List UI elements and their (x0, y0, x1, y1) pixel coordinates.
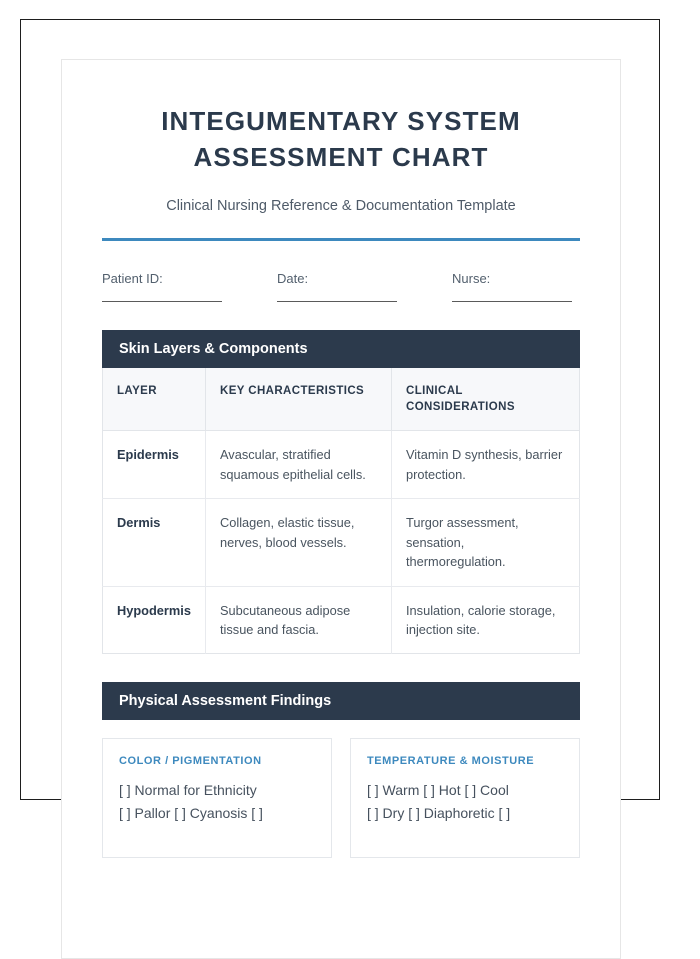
findings-grid (102, 738, 580, 858)
field-patient-id-input-line[interactable] (102, 300, 222, 302)
cell-clinical-considerations: Turgor assessment, sensation, thermoregulation. (392, 499, 580, 586)
cell-clinical-considerations: Vitamin D synthesis, barrier protection. (392, 431, 580, 499)
column-header-layer: LAYER (103, 368, 206, 431)
table-row (103, 431, 580, 499)
page-title-line-1: INTEGUMENTARY SYSTEM (161, 106, 521, 136)
cell-key-characteristics: Subcutaneous adipose tissue and fascia. (206, 586, 392, 654)
column-header-key-characteristics: KEY CHARACTERISTICS (206, 368, 392, 431)
table-row (103, 586, 580, 654)
skin-layers-table (102, 368, 580, 655)
column-header-clinical-considerations: CLINICAL CONSIDERATIONS (392, 368, 580, 431)
document-header (102, 60, 580, 241)
checkbox-line[interactable]: [ ] Warm [ ] Hot [ ] Cool (367, 782, 509, 799)
cell-layer: Hypodermis (103, 586, 206, 654)
field-nurse-label: Nurse: (452, 270, 491, 286)
window-frame (20, 19, 660, 822)
page-subtitle: Clinical Nursing Reference & Documentation Template (166, 197, 516, 214)
checkbox-line[interactable]: [ ] Dry [ ] Diaphoretic [ ] (367, 805, 511, 822)
finding-card-temperature-moisture (350, 738, 580, 858)
field-date-input-line[interactable] (277, 300, 397, 302)
checkbox-line[interactable]: [ ] Normal for Ethnicity (119, 782, 257, 799)
field-date-label: Date: (277, 270, 309, 286)
cell-key-characteristics: Avascular, stratified squamous epithelial cells. (206, 431, 392, 499)
table-row (103, 499, 580, 586)
page-title (102, 104, 580, 176)
accent-divider (102, 238, 580, 241)
table-header-row (103, 368, 580, 431)
cell-clinical-considerations: Insulation, calorie storage, injection site. (406, 602, 556, 638)
page-title-line-2: ASSESSMENT CHART (193, 141, 489, 172)
field-patient-id[interactable] (102, 271, 250, 302)
section-header-physical-assessment: Physical Assessment Findings (102, 682, 580, 720)
field-nurse-input-line[interactable] (452, 300, 572, 302)
cell-key-characteristics: Collagen, elastic tissue, nerves, blood vessels. (206, 499, 392, 586)
finding-card-color-pigmentation (102, 738, 332, 858)
document-page (61, 59, 621, 959)
document-content (82, 60, 600, 858)
field-patient-id-label: Patient ID: (102, 270, 163, 286)
checkbox-line[interactable]: [ ] Pallor [ ] Cyanosis [ ] (119, 805, 263, 822)
section-header-skin-layers: Skin Layers & Components (102, 330, 580, 368)
field-nurse[interactable] (452, 271, 600, 302)
field-date[interactable] (277, 271, 425, 302)
cell-layer: Dermis (103, 499, 206, 586)
patient-meta-row (102, 271, 580, 302)
finding-card-heading: COLOR / PIGMENTATION (119, 755, 262, 768)
finding-card-heading: TEMPERATURE & MOISTURE (367, 755, 535, 768)
cell-layer: Epidermis (103, 431, 206, 499)
